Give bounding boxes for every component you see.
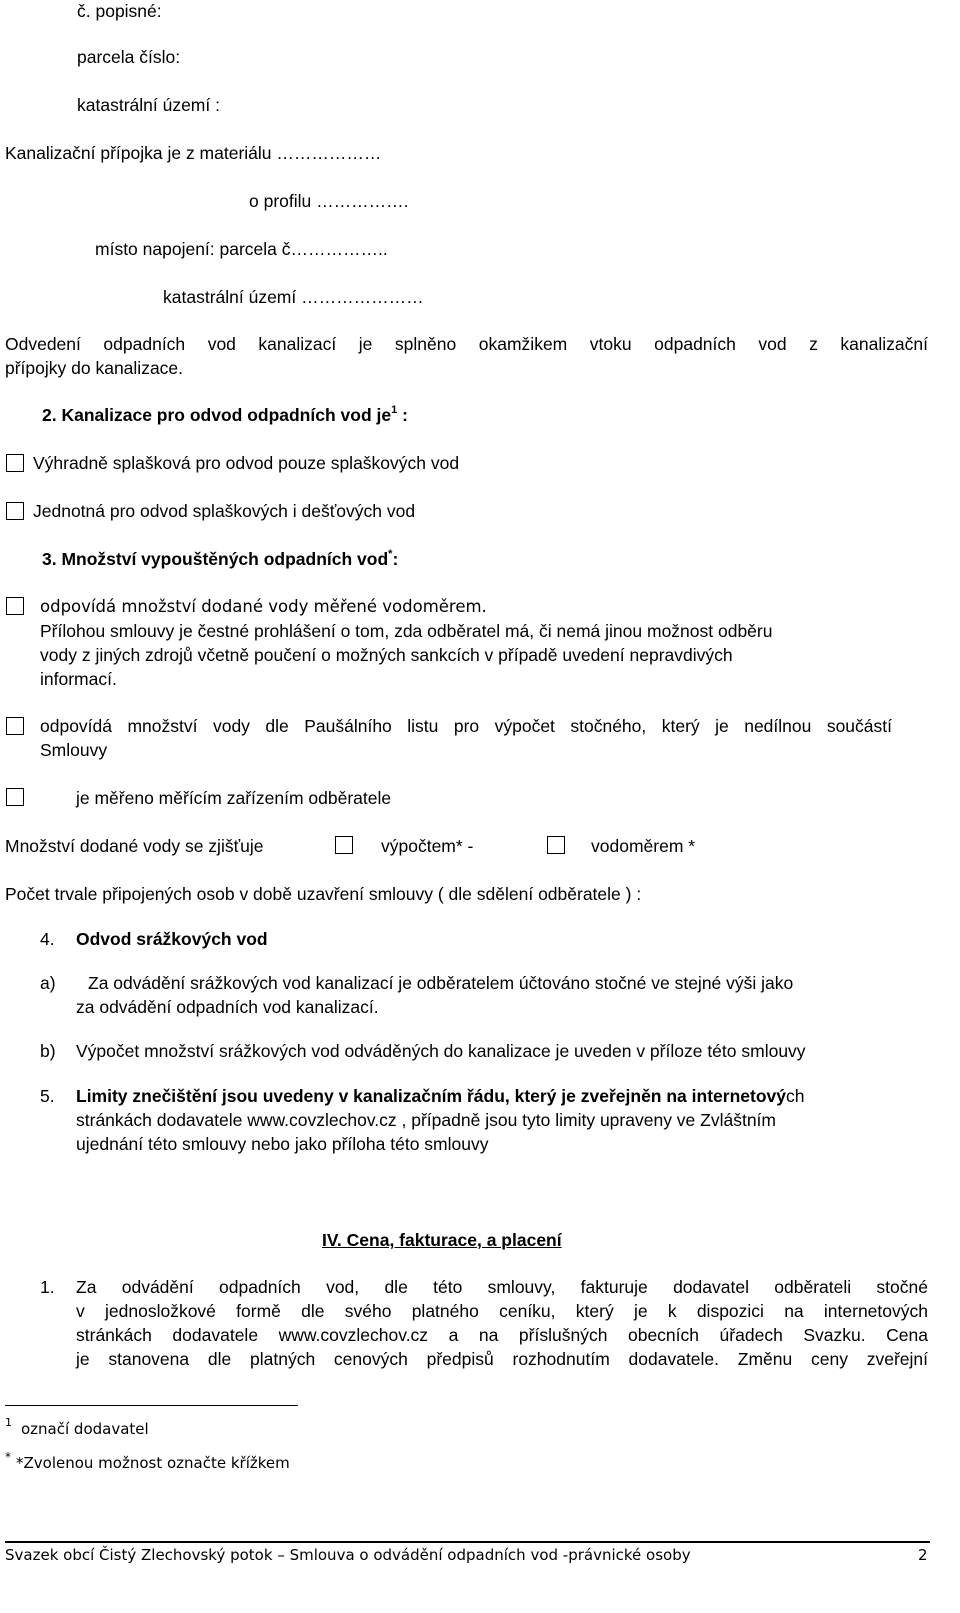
katastralni-uzemi-label: katastrální území : <box>77 95 220 115</box>
section5-line3: ujednání této smlouvy nebo jako příloha této smlouvy <box>76 1134 489 1154</box>
zjistuje-label: Množství dodané vody se zjišťuje <box>5 836 264 856</box>
pocet-osob-line: Počet trvale připojených osob v době uzavření smlouvy ( dle sdělení odběratele ) : <box>5 884 642 904</box>
footnote-star-mark: * <box>5 1450 11 1464</box>
cislo-popisne-label: č. popisné: <box>77 1 162 21</box>
section5-line1: Limity znečištění jsou uvedeny v kanalizačním řádu, který je zveřejněn na internetových <box>76 1086 805 1106</box>
option-merici-zarizeni: je měřeno měřícím zařízením odběratele <box>76 788 392 808</box>
odvedeni-paragraph-line2: přípojky do kanalizace. <box>5 358 184 378</box>
material-line: Kanalizační přípojka je z materiálu ……………… <box>5 143 382 163</box>
section3-heading: 3. Množství vypouštěných odpadních vod*: <box>42 548 399 569</box>
footer-text: Svazek obcí Čistý Zlechovský potok – Smlouva o odvádění odpadních vod -právnické osoby <box>5 1546 691 1564</box>
checkbox-merici-zarizeni[interactable] <box>6 788 24 806</box>
option-splaskova: Výhradně splašková pro odvod pouze splaškových vod <box>33 453 460 473</box>
vodomerem-label: vodoměrem * <box>591 836 696 856</box>
odvedeni-paragraph-line1: Odvedení odpadních vod kanalizací je splněno okamžikem vtoku odpadních vod z kanalizační <box>5 334 928 354</box>
footer-rule <box>5 1541 930 1543</box>
section-iv-title: IV. Cena, fakturace, a placení <box>322 1230 562 1250</box>
section4-heading: Odvod srážkových vod <box>76 929 268 949</box>
option-pausalni-line2: Smlouvy <box>40 740 108 760</box>
section-iv-item1-line4: je stanovena dle platných cenových předpisů rozhodnutím dodavatele. Změnu ceny zveřejní <box>76 1349 928 1369</box>
checkbox-vodomer[interactable] <box>6 597 24 615</box>
section-iv-item1-line3: stránkách dodavatele www.covzlechov.cz a na příslušných obecních úřadech Svazku. Cena <box>76 1325 928 1345</box>
section5-number: 5. <box>40 1086 55 1106</box>
option-vodomer-line4: informací. <box>40 669 117 689</box>
option-vodomer-line2: Přílohou smlouvy je čestné prohlášení o tom, zda odběratel má, či nemá jinou možnost odběru <box>40 621 773 641</box>
section5-line2: stránkách dodavatele www.covzlechov.cz , případně jsou tyto limity upraveny ve Zvláštním <box>76 1110 776 1130</box>
section4-a-label: a) <box>40 973 56 993</box>
katastralni-uzemi-2-line: katastrální území ………………… <box>163 287 424 307</box>
footnote-1-mark: 1 <box>5 1416 12 1429</box>
option-jednotna: Jednotná pro odvod splaškových i dešťových vod <box>33 501 416 521</box>
section2-heading: 2. Kanalizace pro odvod odpadních vod $je^1$ : <box>42 404 408 425</box>
section4-b-label: b) <box>40 1041 56 1061</box>
option-vodomer-line1: odpovídá množství dodané vody měřené vodoměrem. <box>40 597 487 616</box>
footnote-1-text: označí dodavatel <box>21 1420 149 1438</box>
vypoctem-label: výpočtem* - <box>381 836 474 856</box>
checkbox-splaskova[interactable] <box>6 454 24 472</box>
section4-a-line2: za odvádění odpadních vod kanalizací. <box>76 997 379 1017</box>
section4-b-text: Výpočet množství srážkových vod odváděných do kanalizace je uveden v příloze této smlouvy <box>76 1041 806 1061</box>
option-pausalni-line1: odpovídá množství vody dle Paušálního listu pro výpočet stočného, který je nedílnou součástí <box>40 716 892 736</box>
misto-napojeni-line: místo napojení: parcela č…………….. <box>95 239 388 259</box>
footer-page-number: 2 <box>918 1546 928 1564</box>
option-vodomer-line3: vody z jiných zdrojů včetně poučení o možných sankcích v případě uvedení nepravdivých <box>40 645 733 665</box>
checkbox-pausalni[interactable] <box>6 717 24 735</box>
section-iv-item1-line1: Za odvádění odpadních vod, dle této smlouvy, fakturuje dodavatel odběrateli stočné <box>76 1277 928 1297</box>
section4-number: 4. <box>40 929 55 949</box>
footnote-star-text: *Zvolenou možnost označte křížkem <box>16 1454 290 1472</box>
profil-line: o profilu ……………. <box>249 191 409 211</box>
section-iv-item1-number: 1. <box>40 1277 55 1297</box>
checkbox-vodomerem[interactable] <box>547 836 565 854</box>
footnote-separator <box>5 1405 298 1406</box>
parcela-cislo-label: parcela číslo: <box>77 47 181 67</box>
section-iv-item1-line2: v jednosložkové formě dle svého platného ceníku, který je k dispozici na internetových <box>76 1301 928 1321</box>
section4-a-line1: Za odvádění srážkových vod kanalizací je odběratelem účtováno stočné ve stejné výši jako <box>88 973 794 993</box>
checkbox-jednotna[interactable] <box>6 502 24 520</box>
checkbox-vypoctem[interactable] <box>335 836 353 854</box>
